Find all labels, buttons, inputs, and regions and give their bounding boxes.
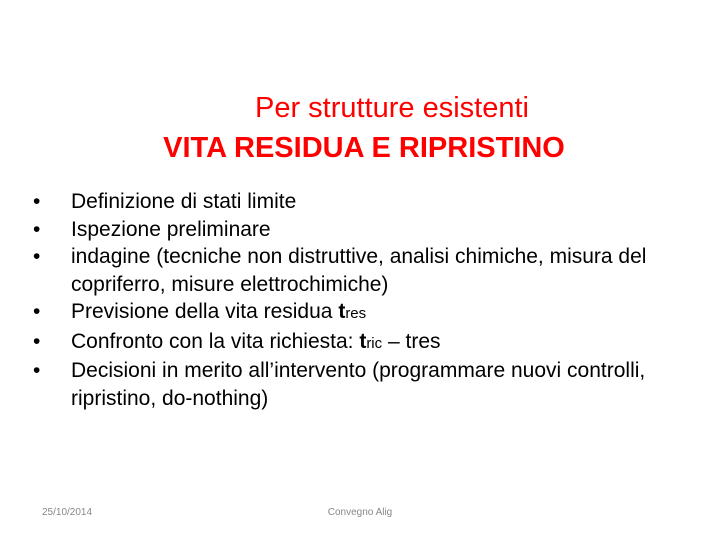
bullet-item xyxy=(33,188,693,216)
bullet-text: Decisioni in merito all’intervento (programmare nuovi controlli, ripristino, do-nothing) xyxy=(71,359,646,410)
bullet-item xyxy=(33,298,693,328)
bullet-text: Confronto con la vita richiesta: xyxy=(71,329,360,353)
symbol-t: t xyxy=(359,329,367,353)
footer-date: 25/10/2014 xyxy=(42,507,93,518)
bullet-marker: • xyxy=(33,245,41,268)
bullet-list xyxy=(33,188,693,412)
slide-title xyxy=(0,88,720,168)
title-line-2: VITA RESIDUA E RIPRISTINO xyxy=(163,132,565,164)
bullet-marker: • xyxy=(33,190,41,213)
bullet-item xyxy=(33,243,693,298)
bullet-text: Previsione della vita residua xyxy=(71,300,339,323)
bullet-text: indagine (tecniche non distruttive, analisi chimiche, misura del copriferro, misure elettrochimiche) xyxy=(71,245,647,296)
symbol-subscript: res xyxy=(345,305,367,322)
symbol-subscript: ric xyxy=(366,334,383,352)
bullet-marker: • xyxy=(33,359,41,382)
bullet-text: Ispezione preliminare xyxy=(71,217,271,241)
bullet-text: Definizione di stati limite xyxy=(71,190,297,213)
bullet-marker: • xyxy=(33,217,41,241)
bullet-marker: • xyxy=(33,300,41,323)
title-line-1: Per strutture esistenti xyxy=(255,92,529,124)
symbol-t: t xyxy=(338,300,346,323)
bullet-tail-text: – tres xyxy=(382,329,441,353)
bullet-item xyxy=(33,216,693,244)
footer-event-name: Convegno Alig xyxy=(327,507,393,518)
bullet-item xyxy=(33,328,693,358)
bullet-marker: • xyxy=(33,329,41,353)
bullet-item xyxy=(33,357,693,412)
